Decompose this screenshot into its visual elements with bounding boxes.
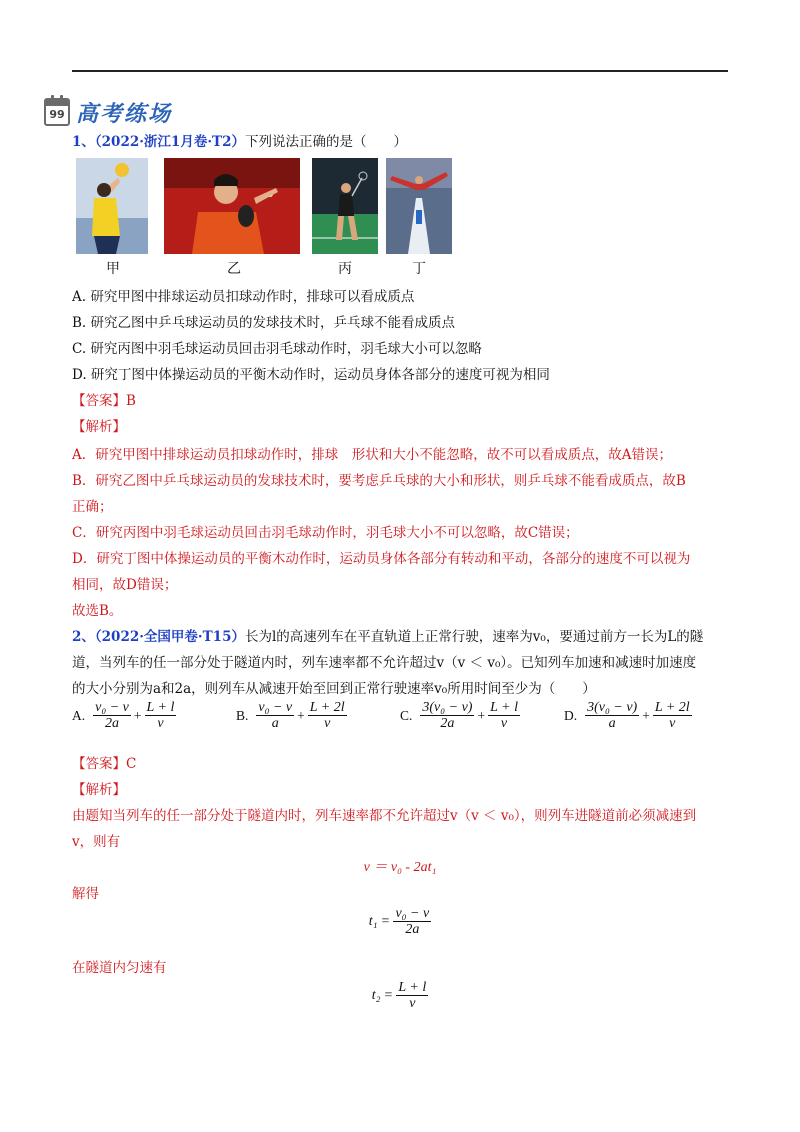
caption-jia: 甲: [106, 261, 120, 277]
q1-source: （2022·浙江1月卷·T2）: [94, 134, 245, 150]
q2-equation-1: v ＝ v₀ - 2at₁: [363, 860, 437, 875]
header-rule: [72, 70, 728, 72]
q1-analysis-c: C．研究丙图中羽毛球运动员回击羽毛球动作时，羽毛球大小不可以忽略，故C错误；: [72, 525, 579, 541]
q1-analysis-label: 【解析】: [72, 419, 126, 435]
q2-equation-3: t₂ = $\frac{L + l}{v}$: [371, 980, 427, 1012]
calendar-icon: 99: [44, 98, 70, 126]
q2-answer: 【答案】C: [72, 756, 137, 772]
q1-option-d: D. 研究丁图中体操运动员的平衡木动作时，运动员身体各部分的速度可视为相同: [72, 367, 550, 383]
q1-conclusion: 故选B。: [72, 603, 123, 619]
q2-analysis-label: 【解析】: [72, 782, 126, 798]
q2-stem-3: 的大小分别为a和2a，则列车从减速开始至回到正常行驶速率v₀所用时间至少为（ ）: [72, 681, 596, 697]
q2-analysis-1: 由题知当列车的任一部分处于隧道内时，列车速率都不允许超过v（v ＜ v₀），则列车进隧道前必须减速到: [72, 808, 697, 824]
q1-stem: [72, 130, 407, 150]
q1-stem-text: 下列说法正确的是（ ）: [244, 134, 407, 150]
q2-option-d: D. $\frac{\text{3(v₀ − v)}}{a}$ + $\frac{L + 2l}{v}$: [564, 700, 690, 732]
caption-yi: 乙: [227, 261, 241, 277]
q1-analysis-d: D．研究丁图中体操运动员的平衡木动作时，运动员身体各部分有转动和平动，各部分的速度不可以视为: [72, 551, 691, 567]
q1-analysis-b-cont: 正确；: [72, 499, 113, 515]
q2-option-a: A. $\frac{\text{v₀ − v}}{2a}$ + $\frac{L + l}{v}$: [72, 700, 175, 732]
q1-analysis-d-cont: 相同，故D错误；: [72, 577, 178, 593]
q1-option-a: A. 研究甲图中排球运动员扣球动作时，排球可以看成质点: [72, 289, 415, 305]
photo-badminton: [312, 158, 378, 254]
q2-stem-2: 道，当列车的任一部分处于隧道内时，列车速率都不允许超过v（v ＜ v₀）。已知列车加速和减速时加速度: [72, 655, 697, 671]
photo-table-tennis: [164, 158, 300, 254]
caption-bing: 丙: [338, 261, 352, 277]
q2-number: 2、: [72, 629, 95, 645]
q2-uniform-label: 在隧道内匀速有: [72, 960, 167, 976]
photo-volleyball: [76, 158, 148, 254]
section-header: [44, 96, 172, 128]
caption-ding: 丁: [412, 261, 426, 277]
photo-balance-beam: [386, 158, 452, 254]
q1-number: 1、: [72, 134, 95, 150]
q2-stem-1: [72, 625, 703, 645]
q2-analysis-2: v，则有: [72, 834, 121, 850]
q1-option-b: B. 研究乙图中乒乓球运动员的发球技术时，乒乓球不能看成质点: [72, 315, 456, 331]
section-title: 高考练场: [76, 100, 173, 127]
q1-analysis-b: B．研究乙图中乒乓球运动员的发球技术时，要考虑乒乓球的大小和形状，则乒乓球不能看成质点，故B: [72, 473, 686, 489]
q2-equation-2: t₁ = $\frac{\text{v₀ − v}}{2a}$: [368, 906, 430, 938]
q2-source: （2022·全国甲卷·T15）: [94, 629, 245, 645]
q1-option-c: C. 研究丙图中羽毛球运动员回击羽毛球动作时，羽毛球大小可以忽略: [72, 341, 482, 357]
q2-option-b: B. $\frac{\text{v₀ − v}}{a}$ + $\frac{L + 2l}{v}$: [236, 700, 345, 732]
q2-stem-text-1: 长为l的高速列车在平直轨道上正常行驶，速率为v₀，要通过前方一长为L的隧: [244, 629, 704, 645]
q2-solve-label: 解得: [72, 886, 99, 902]
q2-option-c: C. $\frac{\text{3(v₀ − v)}}{2a}$ + $\frac{L + l}{v}$: [400, 700, 518, 732]
q1-analysis-a: A．研究甲图中排球运动员扣球动作时，排球 形状和大小不能忽略，故不可以看成质点，故A错误；: [72, 447, 672, 463]
q1-answer: 【答案】B: [72, 393, 136, 409]
